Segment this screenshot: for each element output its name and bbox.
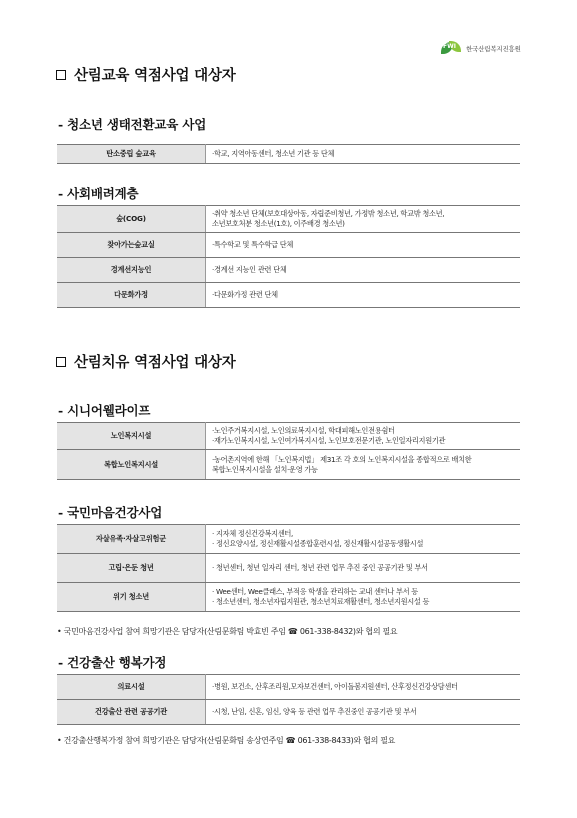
row-key: 숲(COG) (57, 206, 206, 233)
row-key: 탄소중립 숲교육 (57, 145, 206, 164)
mental-health-table (57, 524, 520, 612)
table-row (57, 583, 520, 612)
row-value (206, 525, 521, 554)
row-value-line: 소년보호처분 청소년(1호), 이주배경 청소년) (212, 219, 345, 228)
row-value: ·병원, 보건소, 산후조리원,모자보건센터, 아이돌봄지원센터, 산후정신건강상담센터 (206, 675, 521, 700)
table-row (57, 145, 520, 164)
row-key: 위기 청소년 (57, 583, 206, 612)
table-row (57, 233, 520, 258)
org-logo (441, 40, 521, 56)
row-value-line: · Wee센터, Wee클래스, 부적응 학생을 관리하는 교내 센터나 부서 등 (212, 587, 418, 596)
row-value (206, 450, 521, 480)
social-care-table (57, 205, 520, 308)
row-value-line: ·재가노인복지시설, 노인여가복지시설, 노인보호전문기관, 노인일자리지원기관 (212, 436, 446, 445)
row-key: 의료시설 (57, 675, 206, 700)
leaf-logo-icon: FWI (441, 41, 463, 55)
table-row (57, 206, 520, 233)
row-key: 고립·은둔 청년 (57, 554, 206, 583)
group-title-mental-health: - 국민마음건강사업 (58, 505, 163, 520)
table-row (57, 423, 520, 450)
table-row (57, 675, 520, 700)
group-title-healthy-birth: - 건강출산 행복가정 (58, 655, 167, 670)
org-name: 한국산림복지진흥원 (466, 44, 521, 53)
table-row (57, 283, 520, 308)
row-value: ·시청, 난임, 신혼, 임신, 양육 등 관련 업무 추진중인 공공기관 및 부서 (206, 700, 521, 725)
group-title-youth-eco: - 청소년 생태전환교육 사업 (58, 117, 207, 132)
row-value-line: ·농어촌지역에 한해 「노인복지법」 제31조 각 호의 노인복지시설을 종합적으로 배치한 (212, 454, 472, 464)
row-value-line: · 청소년센터, 청소년자립지원관, 청소년치료재활센터, 청소년지원시설 등 (212, 597, 430, 606)
row-value (206, 423, 521, 450)
group-title-senior-wellife: - 시니어웰라이프 (58, 403, 151, 418)
section-title-forest-healing: 산림치유 역점사업 대상자 (56, 351, 236, 372)
row-value: ·경계선 지능인 관련 단체 (206, 258, 521, 283)
row-key: 찾아가는숲교실 (57, 233, 206, 258)
row-value: · 청년센터, 청년 일자리 센터, 청년 관련 업무 추진 중인 공공기관 및 부서 (206, 554, 521, 583)
table-row (57, 700, 520, 725)
row-value: ·특수학교 및 특수학급 단체 (206, 233, 521, 258)
row-key: 경계선지능인 (57, 258, 206, 283)
row-value-line: ·노인주거복지시설, 노인의료복지시설, 학대피해노인전용쉼터 (212, 426, 395, 435)
row-key: 자살유족·자살고위험군 (57, 525, 206, 554)
table-row (57, 525, 520, 554)
group-title-social-care: - 사회배려계층 (58, 186, 139, 201)
table-row (57, 258, 520, 283)
youth-eco-table (57, 144, 520, 164)
row-key: 노인복지시설 (57, 423, 206, 450)
row-value (206, 206, 521, 233)
mental-health-note: • 국민마음건강사업 참여 희망기관은 담당자(산림문화팀 박효빈 주임 ☎ 061-338-8432)와 협의 필요 (57, 627, 398, 636)
healthy-birth-note: • 건강출산행복가정 참여 희망기관은 담당자(산림문화팀 송상연주임 ☎ 061-338-8433)와 협의 필요 (57, 736, 396, 745)
table-row (57, 554, 520, 583)
senior-wellife-table (57, 422, 520, 480)
row-key: 다문화가정 (57, 283, 206, 308)
row-value-line: · 정신요양시설, 정신재활시설종합훈련시설, 정신재활시설공동생활시설 (212, 539, 424, 548)
section-title-forest-education: 산림교육 역점사업 대상자 (56, 64, 236, 85)
row-value: ·학교, 지역아동센터, 청소년 기관 등 단체 (206, 145, 521, 164)
row-key: 복합노인복지시설 (57, 450, 206, 480)
checkbox-square-icon (56, 70, 66, 80)
row-value-line: 복합노인복지시설을 설치·운영 가능 (212, 464, 318, 474)
row-value-line: ·취약 청소년 단체(보호대상아동, 자립준비청년, 가정밖 청소년, 학교밖 청소년, (212, 209, 445, 218)
row-value (206, 583, 521, 612)
table-row (57, 450, 520, 480)
healthy-birth-table (57, 674, 520, 725)
row-key: 건강출산 관련 공공기관 (57, 700, 206, 725)
checkbox-square-icon (56, 357, 66, 367)
row-value: ·다문화가정 관련 단체 (206, 283, 521, 308)
row-value-line: · 지자체 정신건강복지센터, (212, 529, 294, 538)
